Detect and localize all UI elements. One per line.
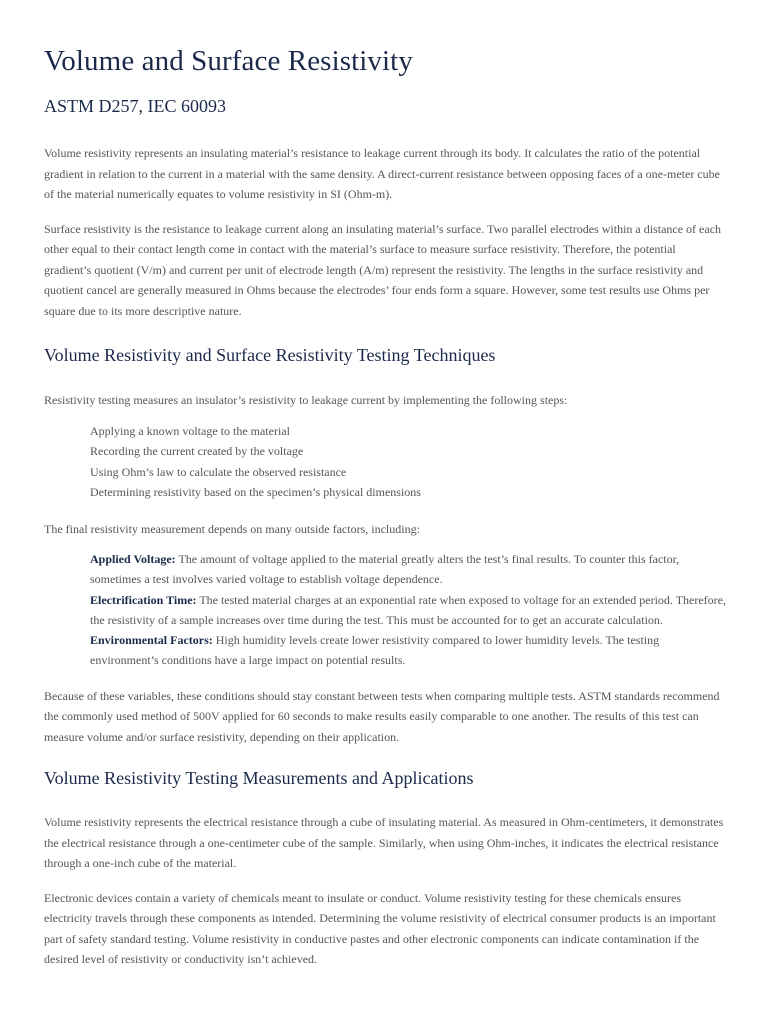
factor-label: Electrification Time: [90,592,197,607]
factor-item-applied-voltage [90,549,726,590]
list-item: Using Ohm’s law to calculate the observed resistance [90,464,347,479]
factor-text: The amount of voltage applied to the material greatly alters the test’s final results. To counter this factor, sometimes a test involves varied voltage to establish voltage dependence. [90,552,680,587]
steps-lead-paragraph: Resistivity testing measures an insulator’s resistivity to leakage current by implementing the following steps: [44,393,568,407]
list-item: Applying a known voltage to the material [90,423,290,438]
factor-item-electrification-time [90,590,726,631]
intro-paragraph-volume: Volume resistivity represents an insulating material’s resistance to leakage current through its body. It calculates the ratio of the potential gradient in relation to the current in a material with the same density. A direct-current resistance between opposing faces of a one-meter cube of the material numerically equates to volume resistivity in SI (Ohm-m). [44,146,720,201]
page-title: Volume and Surface Resistivity [44,45,413,77]
factors-lead-paragraph: The final resistivity measurement depends on many outside factors, including: [44,521,420,536]
factor-label: Environmental Factors: [90,633,213,648]
section-heading-testing-techniques: Volume Resistivity and Surface Resistivity Testing Techniques [44,345,496,365]
list-item: Recording the current created by the voltage [90,444,304,458]
factor-text: The tested material charges at an exponential rate when exposed to voltage for an extended period. Therefore, the resistivity of a sample increases over time during the test. This must be accounted for to get an accurate calculation. [90,592,726,627]
standards-subtitle: ASTM D257, IEC 60093 [44,96,227,116]
variables-closing-paragraph: Because of these variables, these conditions should stay constant between tests when comparing multiple tests. ASTM standards recommend the commonly used method of 500V applied for 60 seconds to make results easily comparable to one another. The results of this test can measure volume and/or surface resistivity, depending on their application. [44,688,720,744]
intro-paragraph-surface: Surface resistivity is the resistance to leakage current along an insulating material’s surface. Two parallel electrodes within a distance of each other equal to their contact length come in contact with the material’s surface to measure surface resistivity. Therefore, the potential gradient’s quotient (V/m) and current per unit of electrode length (A/m) represent the resistivity. The lengths in the surface resistivity and quotient cancel are generally measured in Ohms because the electrodes’ four ends form a square. However, some test results use Ohms per square due to its more descriptive nature. [44,221,722,318]
factor-label: Applied Voltage: [90,552,176,566]
factors-list [44,549,726,671]
measurements-paragraph: Volume resistivity represents the electrical resistance through a cube of insulating material. As measured in Ohm-centimeters, it demonstrates the electrical resistance through a one-centimeter cube of the sample. Similarly, when using Ohm-inches, it indicates the electrical resistance through a one-inch cube of the material. [44,815,724,871]
factor-item-environmental-factors [90,630,726,671]
applications-paragraph: Electronic devices contain a variety of chemicals meant to insulate or conduct. Volume resistivity testing for these chemicals ensures electricity travels through these components as intended. Determining the volume resistivity of electrical consumer products is an important part of safety standard testing. Volume resistivity in conductive pastes and other electronic components can indicate contamination if the desired level of resistivity or conductivity isn’t achieved. [44,890,716,967]
factor-text: High humidity levels create lower resistivity compared to lower humidity levels. The testing environment’s conditions have a large impact on potential results. [90,633,660,668]
list-item: Determining resistivity based on the specimen’s physical dimensions [90,485,421,499]
steps-list [44,421,726,503]
section-heading-measurements-applications: Volume Resistivity Testing Measurements and Applications [44,768,474,789]
